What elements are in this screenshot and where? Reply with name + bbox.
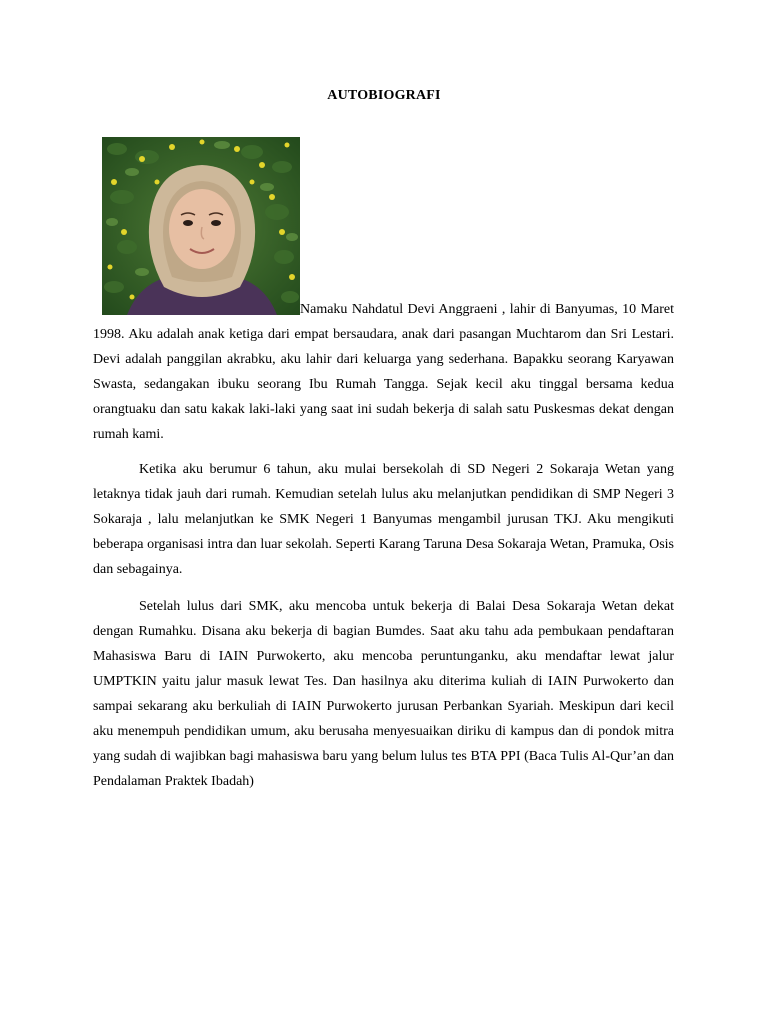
paragraph-2	[93, 457, 674, 582]
paragraph-text: Ketika aku berumur 6 tahun, aku mulai bersekolah di SD Negeri 2 Sokaraja Wetan yang letaknya tidak jauh dari rumah. Kemudian setelah lulus aku melanjutkan pendidikan di SMP Negeri 3 Sokaraja , lalu melanjutkan ke SMK Negeri 1 Banyumas mengambil jurusan TKJ. Aku mengikuti beberapa organisasi intra dan luar sekolah. Seperti Karang Taruna Desa Sokaraja Wetan, Pramuka, Osis dan sebagainya.	[93, 462, 674, 577]
portrait-photo-icon	[102, 137, 300, 315]
portrait-photo	[102, 137, 300, 315]
paragraph-1	[93, 297, 674, 447]
document-title: AUTOBIOGRAFI	[327, 88, 441, 103]
paragraph-3	[93, 594, 674, 794]
paragraph-text: Namaku Nahdatul Devi Anggraeni , lahir di Banyumas, 10 Maret 1998. Aku adalah anak ketiga dari empat bersaudara, anak dari pasangan Muchtarom dan Sri Lestari. Devi adalah panggilan akrabku, aku lahir dari keluarga yang sederhana. Bapakku seorang Karyawan Swasta, sedangakan ibuku seorang Ibu Rumah Tangga. Sejak kecil aku tinggal bersama kedua orangtuaku dan satu kakak laki-laki yang saat ini sudah bekerja di salah satu Puskesmas dekat dengan rumah kami.	[93, 302, 674, 442]
paragraph-text: Setelah lulus dari SMK, aku mencoba untuk bekerja di Balai Desa Sokaraja Wetan dekat dengan Rumahku. Disana aku bekerja di bagian Bumdes. Saat aku tahu ada pembukaan pendaftaran Mahasiswa Baru di IAIN Purwokerto, aku mencoba peruntunganku, aku mendaftar lewat jalur UMPTKIN yaitu jalur masuk lewat Tes. Dan hasilnya aku diterima kuliah di IAIN Purwokerto dan sampai sekarang aku berkuliah di IAIN Purwokerto jurusan Perbankan Syariah. Meskipun dari kecil aku menempuh pendidikan umum, aku berusaha menyesuaikan diriku di kampus dan di pondok mitra yang sudah di wajibkan bagi mahasiswa baru yang belum lulus tes BTA PPI (Baca Tulis Al-Qur’an dan Pendalaman Praktek Ibadah)	[93, 599, 674, 789]
